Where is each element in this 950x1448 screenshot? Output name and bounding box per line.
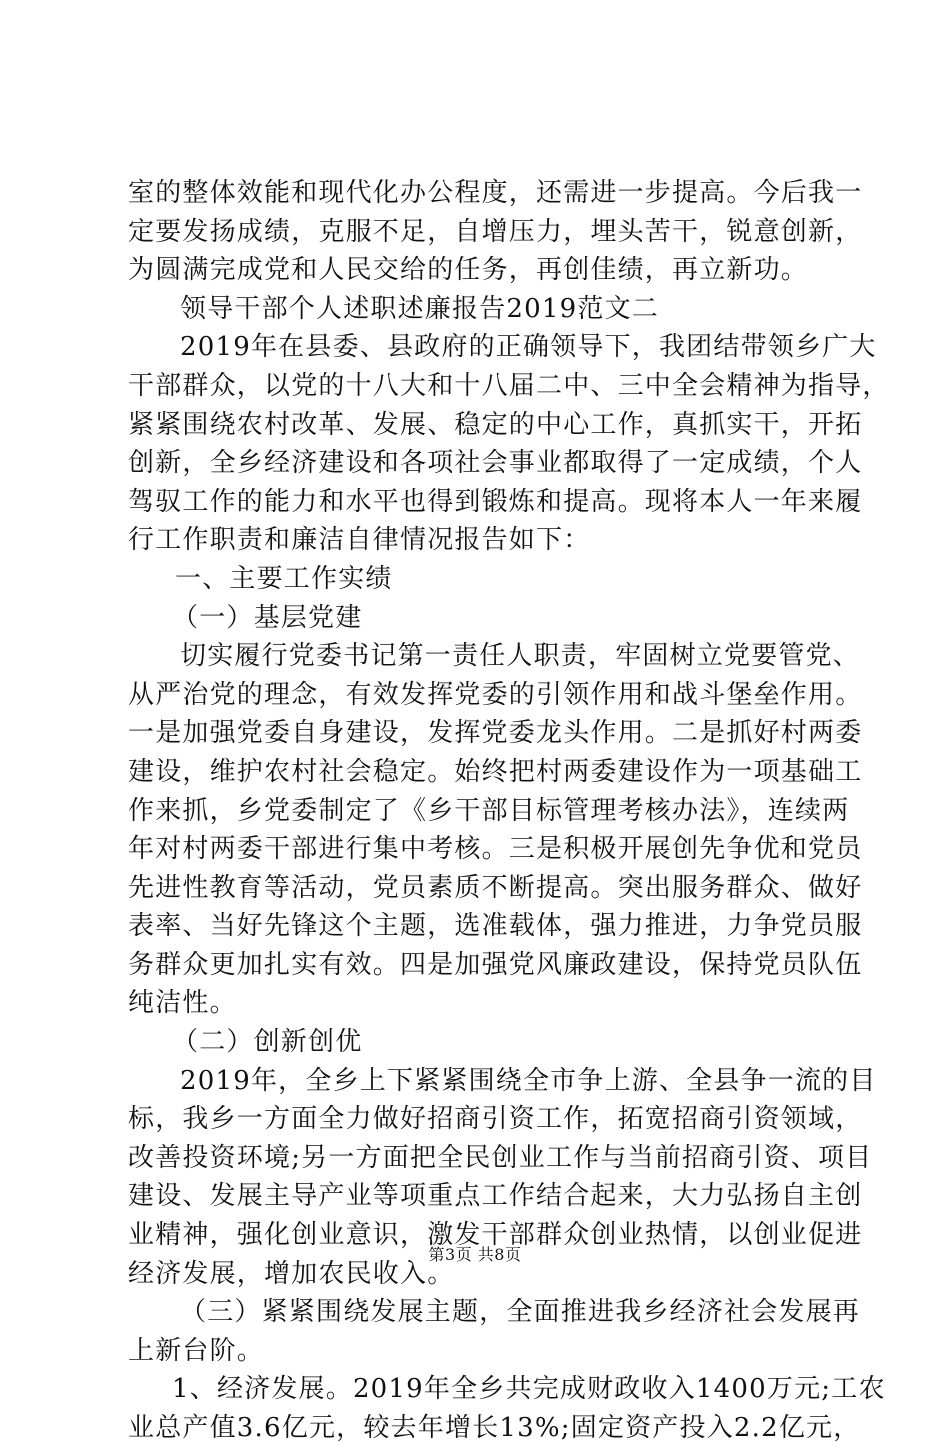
text-line: 经济发展，增加农民收入。: [128, 1258, 455, 1289]
text-line: 先进性教育等活动，党员素质不断提高。突出服务群众、做好: [128, 872, 863, 903]
section-title: 领导干部个人述职述廉报告2019范文二: [180, 293, 659, 324]
text-line: 建设，维护农村社会稳定。始终把村两委建设作为一项基础工: [128, 756, 863, 787]
text-line: 纯洁性。: [128, 988, 237, 1019]
text-line: 建设、发展主导产业等项重点工作结合起来，大力弘扬自主创: [128, 1181, 863, 1212]
page-footer: 第3页 共8页: [428, 1245, 522, 1264]
section-heading: （二）创新创优: [172, 1027, 363, 1058]
text-line: 一是加强党委自身建设，发挥党委龙头作用。二是抓好村两委: [128, 718, 863, 749]
text-line: 定要发扬成绩，克服不足，自增压力，埋头苦干，锐意创新，: [128, 216, 863, 247]
text-line: 标，我乡一方面全力做好招商引资工作，拓宽招商引资领域，: [128, 1104, 863, 1135]
text-line: 创新，全乡经济建设和各项社会事业都取得了一定成绩，个人: [128, 448, 863, 479]
text-line: 干部群众，以党的十八大和十八届二中、三中全会精神为指导，: [128, 370, 890, 401]
text-line: 切实履行党委书记第一责任人职责，牢固树立党要管党、: [180, 641, 861, 672]
text-line: 行工作职责和廉洁自律情况报告如下：: [128, 525, 591, 556]
section-heading: 一、主要工作实绩: [175, 563, 393, 594]
text-line: 2019年在县委、县政府的正确领导下，我团结带领乡广大: [180, 332, 877, 363]
section-heading: （三）紧紧围绕发展主题，全面推进我乡经济社会发展再: [180, 1297, 861, 1328]
text-line: 改善投资环境;另一方面把全民创业工作与当前招商引资、项目: [128, 1142, 873, 1173]
text-line: 2019年，全乡上下紧紧围绕全市争上游、全县争一流的目: [180, 1065, 877, 1096]
text-line: 业总产值3.6亿元，较去年增长13%;固定资产投入2.2亿元，: [128, 1413, 861, 1443]
text-line: 表率、当好先锋这个主题，选准载体，强力推进，力争党员服: [128, 911, 863, 942]
text-line: 1、经济发展。2019年全乡共完成财政收入1400万元;工农: [172, 1374, 886, 1405]
text-line: 年对村两委干部进行集中考核。三是积极开展创先争优和党员: [128, 834, 863, 865]
text-line: 业精神，强化创业意识，激发干部群众创业热情，以创业促进: [128, 1220, 863, 1251]
text-line: 上新台阶。: [128, 1335, 265, 1366]
section-heading: （一）基层党建: [172, 602, 363, 633]
text-line: 驾驭工作的能力和水平也得到锻炼和提高。现将本人一年来履: [128, 486, 863, 517]
text-line: 从严治党的理念，有效发挥党委的引领作用和战斗堡垒作用。: [128, 679, 863, 710]
text-line: 作来抓，乡党委制定了《乡干部目标管理考核办法》，连续两: [128, 795, 850, 826]
text-line: 紧紧围绕农村改革、发展、稳定的中心工作，真抓实干，开拓: [128, 409, 863, 440]
text-line: 为圆满完成党和人民交给的任务，再创佳绩，再立新功。: [128, 255, 809, 286]
text-line: 室的整体效能和现代化办公程度，还需进一步提高。今后我一: [128, 178, 863, 208]
text-line: 务群众更加扎实有效。四是加强党风廉政建设，保持党员队伍: [128, 949, 863, 980]
